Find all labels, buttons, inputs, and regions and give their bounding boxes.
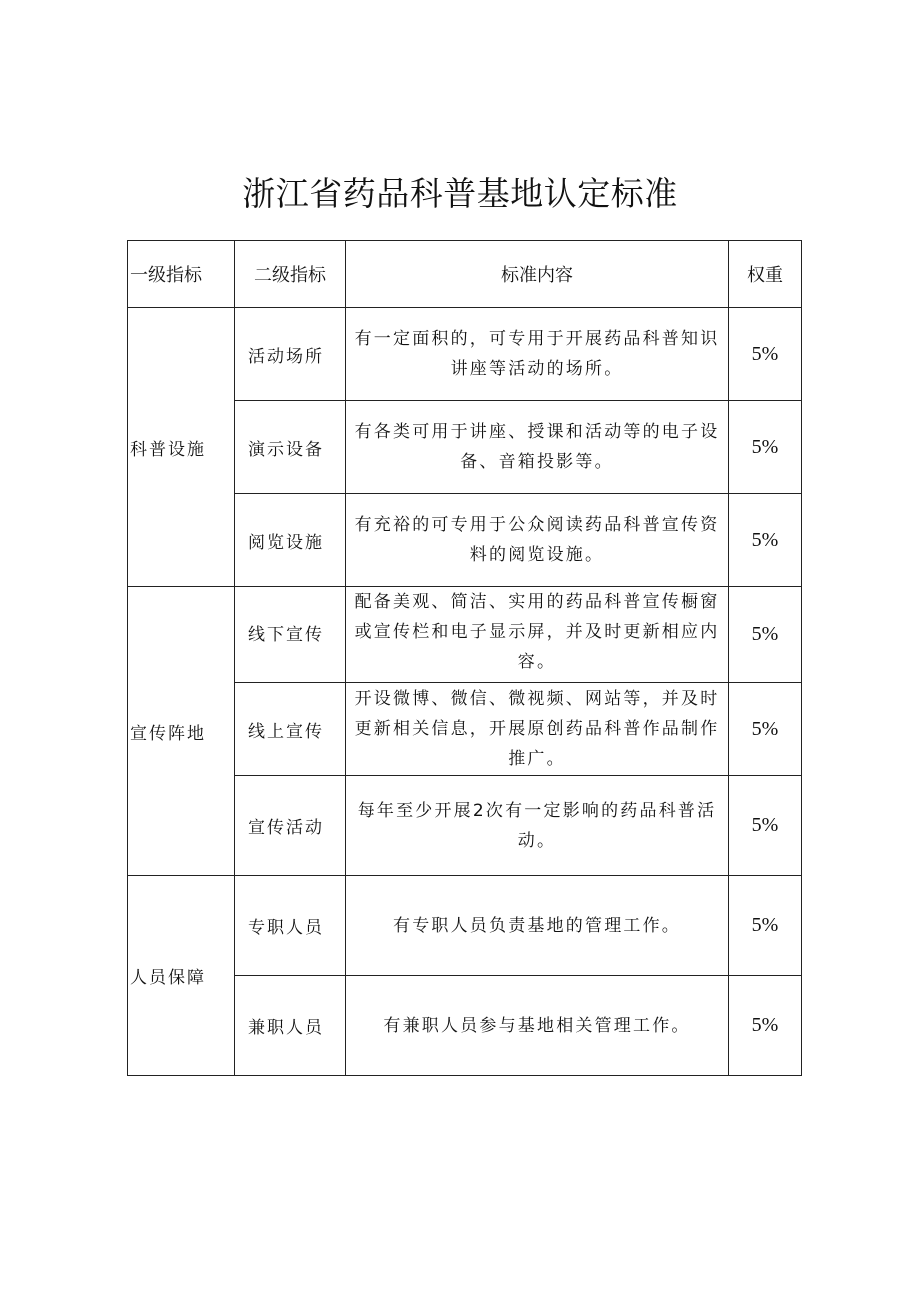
level2-cell: 线上宣传 [235, 683, 346, 776]
level2-cell: 线下宣传 [235, 587, 346, 683]
weight-cell: 5% [729, 401, 802, 494]
table-row [128, 308, 802, 401]
header-level1: 一级指标 [128, 241, 235, 308]
weight-cell: 5% [729, 776, 802, 876]
level1-cell: 宣传阵地 [128, 587, 235, 876]
header-weight: 权重 [729, 241, 802, 308]
content-cell: 配备美观、简洁、实用的药品科普宣传橱窗或宣传栏和电子显示屏，并及时更新相应内容。 [346, 587, 729, 683]
weight-cell: 5% [729, 976, 802, 1076]
content-cell: 有兼职人员参与基地相关管理工作。 [346, 976, 729, 1076]
level1-cell: 科普设施 [128, 308, 235, 587]
level2-cell: 演示设备 [235, 401, 346, 494]
weight-cell: 5% [729, 308, 802, 401]
weight-cell: 5% [729, 683, 802, 776]
level2-cell: 活动场所 [235, 308, 346, 401]
content-cell: 有一定面积的，可专用于开展药品科普知识讲座等活动的场所。 [346, 308, 729, 401]
level2-cell: 阅览设施 [235, 494, 346, 587]
level2-cell: 专职人员 [235, 876, 346, 976]
header-row [128, 241, 802, 308]
table-row [128, 876, 802, 976]
content-cell: 有各类可用于讲座、授课和活动等的电子设备、音箱投影等。 [346, 401, 729, 494]
content-cell: 开设微博、微信、微视频、网站等，并及时更新相关信息，开展原创药品科普作品制作推广。 [346, 683, 729, 776]
header-level2: 二级指标 [235, 241, 346, 308]
content-cell: 有专职人员负责基地的管理工作。 [346, 876, 729, 976]
level2-cell: 兼职人员 [235, 976, 346, 1076]
table-row [128, 587, 802, 683]
header-content: 标准内容 [346, 241, 729, 308]
content-cell: 有充裕的可专用于公众阅读药品科普宣传资料的阅览设施。 [346, 494, 729, 587]
criteria-table [127, 240, 802, 1076]
level2-cell: 宣传活动 [235, 776, 346, 876]
level1-cell: 人员保障 [128, 876, 235, 1076]
weight-cell: 5% [729, 587, 802, 683]
content-cell: 每年至少开展2次有一定影响的药品科普活动。 [346, 776, 729, 876]
document-title: 浙江省药品科普基地认定标准 [242, 174, 678, 213]
weight-cell: 5% [729, 876, 802, 976]
weight-cell: 5% [729, 494, 802, 587]
